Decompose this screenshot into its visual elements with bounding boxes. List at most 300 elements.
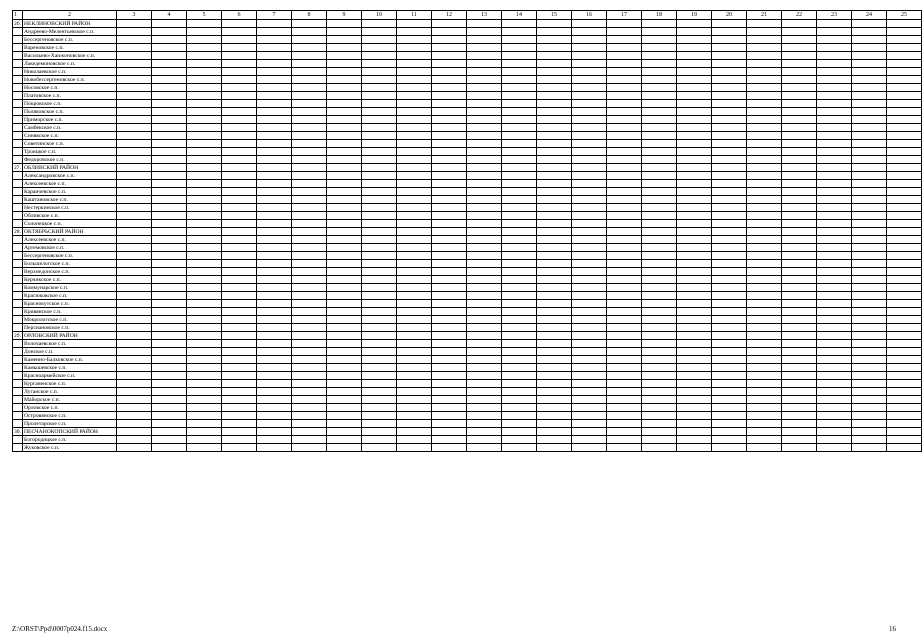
value-cell bbox=[782, 204, 817, 212]
value-cell bbox=[537, 188, 572, 196]
value-cell bbox=[222, 356, 257, 364]
value-cell bbox=[852, 28, 887, 36]
value-cell bbox=[257, 444, 292, 452]
value-cell bbox=[432, 436, 467, 444]
value-cell bbox=[292, 356, 327, 364]
value-cell bbox=[292, 172, 327, 180]
value-cell bbox=[187, 196, 222, 204]
value-cell bbox=[467, 412, 502, 420]
value-cell bbox=[397, 228, 432, 236]
value-cell bbox=[292, 380, 327, 388]
value-cell bbox=[887, 76, 922, 84]
settlement-name: Мокрологское с.п. bbox=[23, 316, 117, 324]
value-cell bbox=[817, 260, 852, 268]
value-cell bbox=[712, 84, 747, 92]
footer-page-number: 16 bbox=[889, 625, 896, 633]
value-cell bbox=[887, 308, 922, 316]
value-cell bbox=[152, 252, 187, 260]
row-number bbox=[13, 324, 23, 332]
value-cell bbox=[642, 372, 677, 380]
value-cell bbox=[572, 212, 607, 220]
value-cell bbox=[607, 380, 642, 388]
settlement-name: Приморское с.п. bbox=[23, 116, 117, 124]
value-cell bbox=[677, 308, 712, 316]
value-cell bbox=[117, 60, 152, 68]
value-cell bbox=[747, 316, 782, 324]
row-number bbox=[13, 76, 23, 84]
value-cell bbox=[642, 308, 677, 316]
value-cell bbox=[782, 372, 817, 380]
row-number bbox=[13, 356, 23, 364]
value-cell bbox=[187, 212, 222, 220]
value-cell bbox=[607, 364, 642, 372]
value-cell bbox=[432, 172, 467, 180]
value-cell bbox=[852, 332, 887, 340]
column-number: 23 bbox=[817, 11, 852, 20]
value-cell bbox=[222, 180, 257, 188]
value-cell bbox=[432, 380, 467, 388]
value-cell bbox=[502, 60, 537, 68]
settlement-name: Носовское с.п. bbox=[23, 84, 117, 92]
value-cell bbox=[397, 236, 432, 244]
value-cell bbox=[432, 164, 467, 172]
column-number: 13 bbox=[467, 11, 502, 20]
row-number bbox=[13, 284, 23, 292]
value-cell bbox=[677, 324, 712, 332]
value-cell bbox=[397, 420, 432, 428]
value-cell bbox=[117, 36, 152, 44]
settlement-row bbox=[13, 436, 922, 444]
value-cell bbox=[397, 380, 432, 388]
value-cell bbox=[292, 124, 327, 132]
value-cell bbox=[222, 284, 257, 292]
value-cell bbox=[607, 188, 642, 196]
value-cell bbox=[362, 204, 397, 212]
value-cell bbox=[397, 324, 432, 332]
value-cell bbox=[187, 380, 222, 388]
value-cell bbox=[852, 348, 887, 356]
value-cell bbox=[642, 260, 677, 268]
value-cell bbox=[292, 412, 327, 420]
settlement-row bbox=[13, 412, 922, 420]
value-cell bbox=[852, 444, 887, 452]
value-cell bbox=[887, 28, 922, 36]
value-cell bbox=[887, 108, 922, 116]
value-cell bbox=[817, 292, 852, 300]
value-cell bbox=[397, 164, 432, 172]
value-cell bbox=[257, 164, 292, 172]
value-cell bbox=[152, 156, 187, 164]
value-cell bbox=[327, 156, 362, 164]
value-cell bbox=[817, 180, 852, 188]
settlement-name: Николаевское с.п. bbox=[23, 68, 117, 76]
value-cell bbox=[152, 364, 187, 372]
value-cell bbox=[222, 260, 257, 268]
value-cell bbox=[187, 436, 222, 444]
district-title: ПЕСЧАНОКОПСКИЙ РАЙОН bbox=[23, 428, 117, 436]
value-cell bbox=[397, 20, 432, 28]
value-cell bbox=[747, 300, 782, 308]
value-cell bbox=[887, 276, 922, 284]
value-cell bbox=[327, 260, 362, 268]
value-cell bbox=[852, 212, 887, 220]
value-cell bbox=[152, 92, 187, 100]
value-cell bbox=[572, 44, 607, 52]
value-cell bbox=[292, 364, 327, 372]
value-cell bbox=[327, 268, 362, 276]
settlement-name: Камышевское с.п. bbox=[23, 364, 117, 372]
value-cell bbox=[152, 404, 187, 412]
settlement-row bbox=[13, 148, 922, 156]
value-cell bbox=[537, 108, 572, 116]
value-cell bbox=[467, 220, 502, 228]
row-number bbox=[13, 124, 23, 132]
value-cell bbox=[887, 140, 922, 148]
value-cell bbox=[362, 188, 397, 196]
value-cell bbox=[712, 100, 747, 108]
value-cell bbox=[327, 284, 362, 292]
value-cell bbox=[292, 156, 327, 164]
value-cell bbox=[362, 220, 397, 228]
value-cell bbox=[327, 236, 362, 244]
value-cell bbox=[887, 316, 922, 324]
value-cell bbox=[677, 428, 712, 436]
value-cell bbox=[677, 292, 712, 300]
value-cell bbox=[257, 244, 292, 252]
value-cell bbox=[362, 420, 397, 428]
value-cell bbox=[327, 388, 362, 396]
value-cell bbox=[187, 276, 222, 284]
value-cell bbox=[152, 380, 187, 388]
value-cell bbox=[852, 124, 887, 132]
value-cell bbox=[572, 396, 607, 404]
value-cell bbox=[467, 244, 502, 252]
value-cell bbox=[327, 308, 362, 316]
value-cell bbox=[852, 108, 887, 116]
value-cell bbox=[187, 28, 222, 36]
value-cell bbox=[852, 396, 887, 404]
value-cell bbox=[397, 412, 432, 420]
value-cell bbox=[782, 148, 817, 156]
value-cell bbox=[642, 340, 677, 348]
settlement-name: Лакедемоновское с.п. bbox=[23, 60, 117, 68]
value-cell bbox=[222, 244, 257, 252]
value-cell bbox=[257, 348, 292, 356]
value-cell bbox=[782, 268, 817, 276]
value-cell bbox=[817, 300, 852, 308]
value-cell bbox=[572, 372, 607, 380]
value-cell bbox=[117, 356, 152, 364]
value-cell bbox=[747, 292, 782, 300]
value-cell bbox=[152, 116, 187, 124]
value-cell bbox=[782, 428, 817, 436]
value-cell bbox=[852, 356, 887, 364]
value-cell bbox=[327, 316, 362, 324]
value-cell bbox=[327, 348, 362, 356]
value-cell bbox=[152, 132, 187, 140]
value-cell bbox=[467, 68, 502, 76]
settlement-name: Алексеевское с.п. bbox=[23, 236, 117, 244]
value-cell bbox=[677, 260, 712, 268]
value-cell bbox=[187, 68, 222, 76]
value-cell bbox=[502, 420, 537, 428]
value-cell bbox=[467, 180, 502, 188]
value-cell bbox=[502, 156, 537, 164]
value-cell bbox=[887, 188, 922, 196]
value-cell bbox=[222, 60, 257, 68]
value-cell bbox=[292, 308, 327, 316]
value-cell bbox=[187, 148, 222, 156]
value-cell bbox=[222, 220, 257, 228]
value-cell bbox=[747, 444, 782, 452]
value-cell bbox=[537, 52, 572, 60]
value-cell bbox=[852, 20, 887, 28]
value-cell bbox=[257, 324, 292, 332]
value-cell bbox=[117, 260, 152, 268]
value-cell bbox=[607, 228, 642, 236]
value-cell bbox=[432, 364, 467, 372]
value-cell bbox=[887, 324, 922, 332]
value-cell bbox=[537, 372, 572, 380]
value-cell bbox=[642, 420, 677, 428]
value-cell bbox=[222, 268, 257, 276]
value-cell bbox=[117, 20, 152, 28]
value-cell bbox=[362, 68, 397, 76]
value-cell bbox=[362, 292, 397, 300]
value-cell bbox=[432, 180, 467, 188]
value-cell bbox=[747, 332, 782, 340]
settlement-row bbox=[13, 420, 922, 428]
value-cell bbox=[817, 316, 852, 324]
value-cell bbox=[257, 36, 292, 44]
value-cell bbox=[327, 140, 362, 148]
settlement-row bbox=[13, 444, 922, 452]
value-cell bbox=[502, 36, 537, 44]
value-cell bbox=[607, 44, 642, 52]
value-cell bbox=[222, 164, 257, 172]
value-cell bbox=[537, 220, 572, 228]
value-cell bbox=[887, 84, 922, 92]
column-number: 1 bbox=[13, 11, 23, 20]
value-cell bbox=[432, 60, 467, 68]
value-cell bbox=[677, 396, 712, 404]
value-cell bbox=[817, 164, 852, 172]
value-cell bbox=[642, 156, 677, 164]
value-cell bbox=[152, 324, 187, 332]
value-cell bbox=[187, 180, 222, 188]
value-cell bbox=[747, 276, 782, 284]
value-cell bbox=[117, 108, 152, 116]
value-cell bbox=[747, 260, 782, 268]
value-cell bbox=[187, 116, 222, 124]
value-cell bbox=[817, 140, 852, 148]
value-cell bbox=[782, 316, 817, 324]
value-cell bbox=[292, 36, 327, 44]
value-cell bbox=[852, 364, 887, 372]
value-cell bbox=[152, 372, 187, 380]
value-cell bbox=[572, 148, 607, 156]
value-cell bbox=[362, 276, 397, 284]
value-cell bbox=[152, 308, 187, 316]
value-cell bbox=[187, 236, 222, 244]
value-cell bbox=[397, 204, 432, 212]
column-number: 2 bbox=[23, 11, 117, 20]
value-cell bbox=[362, 108, 397, 116]
value-cell bbox=[642, 356, 677, 364]
value-cell bbox=[747, 404, 782, 412]
value-cell bbox=[607, 172, 642, 180]
value-cell bbox=[432, 404, 467, 412]
value-cell bbox=[432, 412, 467, 420]
settlement-row bbox=[13, 76, 922, 84]
value-cell bbox=[677, 340, 712, 348]
value-cell bbox=[537, 84, 572, 92]
value-cell bbox=[432, 428, 467, 436]
district-title: ОРЛОВСКИЙ РАЙОН bbox=[23, 332, 117, 340]
value-cell bbox=[747, 348, 782, 356]
value-cell bbox=[782, 212, 817, 220]
value-cell bbox=[117, 236, 152, 244]
value-cell bbox=[327, 212, 362, 220]
value-cell bbox=[607, 340, 642, 348]
settlement-name: Краснокутское с.п. bbox=[23, 300, 117, 308]
value-cell bbox=[117, 180, 152, 188]
value-cell bbox=[642, 316, 677, 324]
settlement-row bbox=[13, 92, 922, 100]
value-cell bbox=[502, 324, 537, 332]
value-cell bbox=[187, 340, 222, 348]
value-cell bbox=[502, 236, 537, 244]
value-cell bbox=[467, 276, 502, 284]
column-number: 9 bbox=[327, 11, 362, 20]
value-cell bbox=[502, 92, 537, 100]
value-cell bbox=[537, 404, 572, 412]
value-cell bbox=[712, 372, 747, 380]
page-footer bbox=[12, 624, 896, 634]
value-cell bbox=[712, 44, 747, 52]
value-cell bbox=[607, 220, 642, 228]
value-cell bbox=[362, 308, 397, 316]
value-cell bbox=[677, 156, 712, 164]
value-cell bbox=[852, 436, 887, 444]
value-cell bbox=[887, 36, 922, 44]
value-cell bbox=[852, 388, 887, 396]
value-cell bbox=[782, 156, 817, 164]
value-cell bbox=[607, 444, 642, 452]
district-title: ОКТЯБРЬСКИЙ РАЙОН bbox=[23, 228, 117, 236]
value-cell bbox=[117, 364, 152, 372]
value-cell bbox=[467, 300, 502, 308]
value-cell bbox=[467, 428, 502, 436]
value-cell bbox=[852, 204, 887, 212]
value-cell bbox=[537, 436, 572, 444]
value-cell bbox=[117, 436, 152, 444]
value-cell bbox=[222, 308, 257, 316]
row-number bbox=[13, 220, 23, 228]
value-cell bbox=[852, 236, 887, 244]
value-cell bbox=[257, 100, 292, 108]
value-cell bbox=[887, 132, 922, 140]
value-cell bbox=[467, 372, 502, 380]
value-cell bbox=[712, 92, 747, 100]
value-cell bbox=[677, 92, 712, 100]
settlement-row bbox=[13, 316, 922, 324]
value-cell bbox=[677, 164, 712, 172]
value-cell bbox=[292, 116, 327, 124]
column-number: 22 bbox=[782, 11, 817, 20]
value-cell bbox=[187, 244, 222, 252]
value-cell bbox=[887, 228, 922, 236]
value-cell bbox=[817, 436, 852, 444]
value-cell bbox=[397, 28, 432, 36]
value-cell bbox=[327, 172, 362, 180]
value-cell bbox=[502, 228, 537, 236]
value-cell bbox=[817, 324, 852, 332]
value-cell bbox=[222, 412, 257, 420]
value-cell bbox=[117, 116, 152, 124]
value-cell bbox=[432, 332, 467, 340]
value-cell bbox=[187, 324, 222, 332]
value-cell bbox=[852, 268, 887, 276]
value-cell bbox=[607, 420, 642, 428]
value-cell bbox=[292, 164, 327, 172]
column-number: 7 bbox=[257, 11, 292, 20]
value-cell bbox=[257, 212, 292, 220]
value-cell bbox=[432, 348, 467, 356]
value-cell bbox=[747, 132, 782, 140]
value-cell bbox=[292, 140, 327, 148]
value-cell bbox=[152, 36, 187, 44]
settlement-name: Федоровское с.п. bbox=[23, 156, 117, 164]
value-cell bbox=[782, 444, 817, 452]
value-cell bbox=[432, 20, 467, 28]
settlement-row bbox=[13, 308, 922, 316]
value-cell bbox=[432, 44, 467, 52]
value-cell bbox=[852, 404, 887, 412]
value-cell bbox=[642, 324, 677, 332]
value-cell bbox=[677, 244, 712, 252]
value-cell bbox=[362, 164, 397, 172]
value-cell bbox=[817, 68, 852, 76]
value-cell bbox=[537, 212, 572, 220]
value-cell bbox=[572, 20, 607, 28]
value-cell bbox=[292, 420, 327, 428]
value-cell bbox=[572, 236, 607, 244]
value-cell bbox=[362, 404, 397, 412]
value-cell bbox=[502, 44, 537, 52]
value-cell bbox=[222, 212, 257, 220]
value-cell bbox=[817, 252, 852, 260]
column-number: 11 bbox=[397, 11, 432, 20]
value-cell bbox=[117, 148, 152, 156]
value-cell bbox=[677, 284, 712, 292]
value-cell bbox=[887, 332, 922, 340]
value-cell bbox=[712, 324, 747, 332]
row-number bbox=[13, 380, 23, 388]
value-cell bbox=[677, 28, 712, 36]
value-cell bbox=[292, 396, 327, 404]
value-cell bbox=[852, 188, 887, 196]
value-cell bbox=[362, 436, 397, 444]
value-cell bbox=[537, 76, 572, 84]
value-cell bbox=[432, 444, 467, 452]
value-cell bbox=[292, 340, 327, 348]
value-cell bbox=[607, 204, 642, 212]
value-cell bbox=[397, 284, 432, 292]
value-cell bbox=[362, 372, 397, 380]
value-cell bbox=[712, 308, 747, 316]
value-cell bbox=[327, 124, 362, 132]
